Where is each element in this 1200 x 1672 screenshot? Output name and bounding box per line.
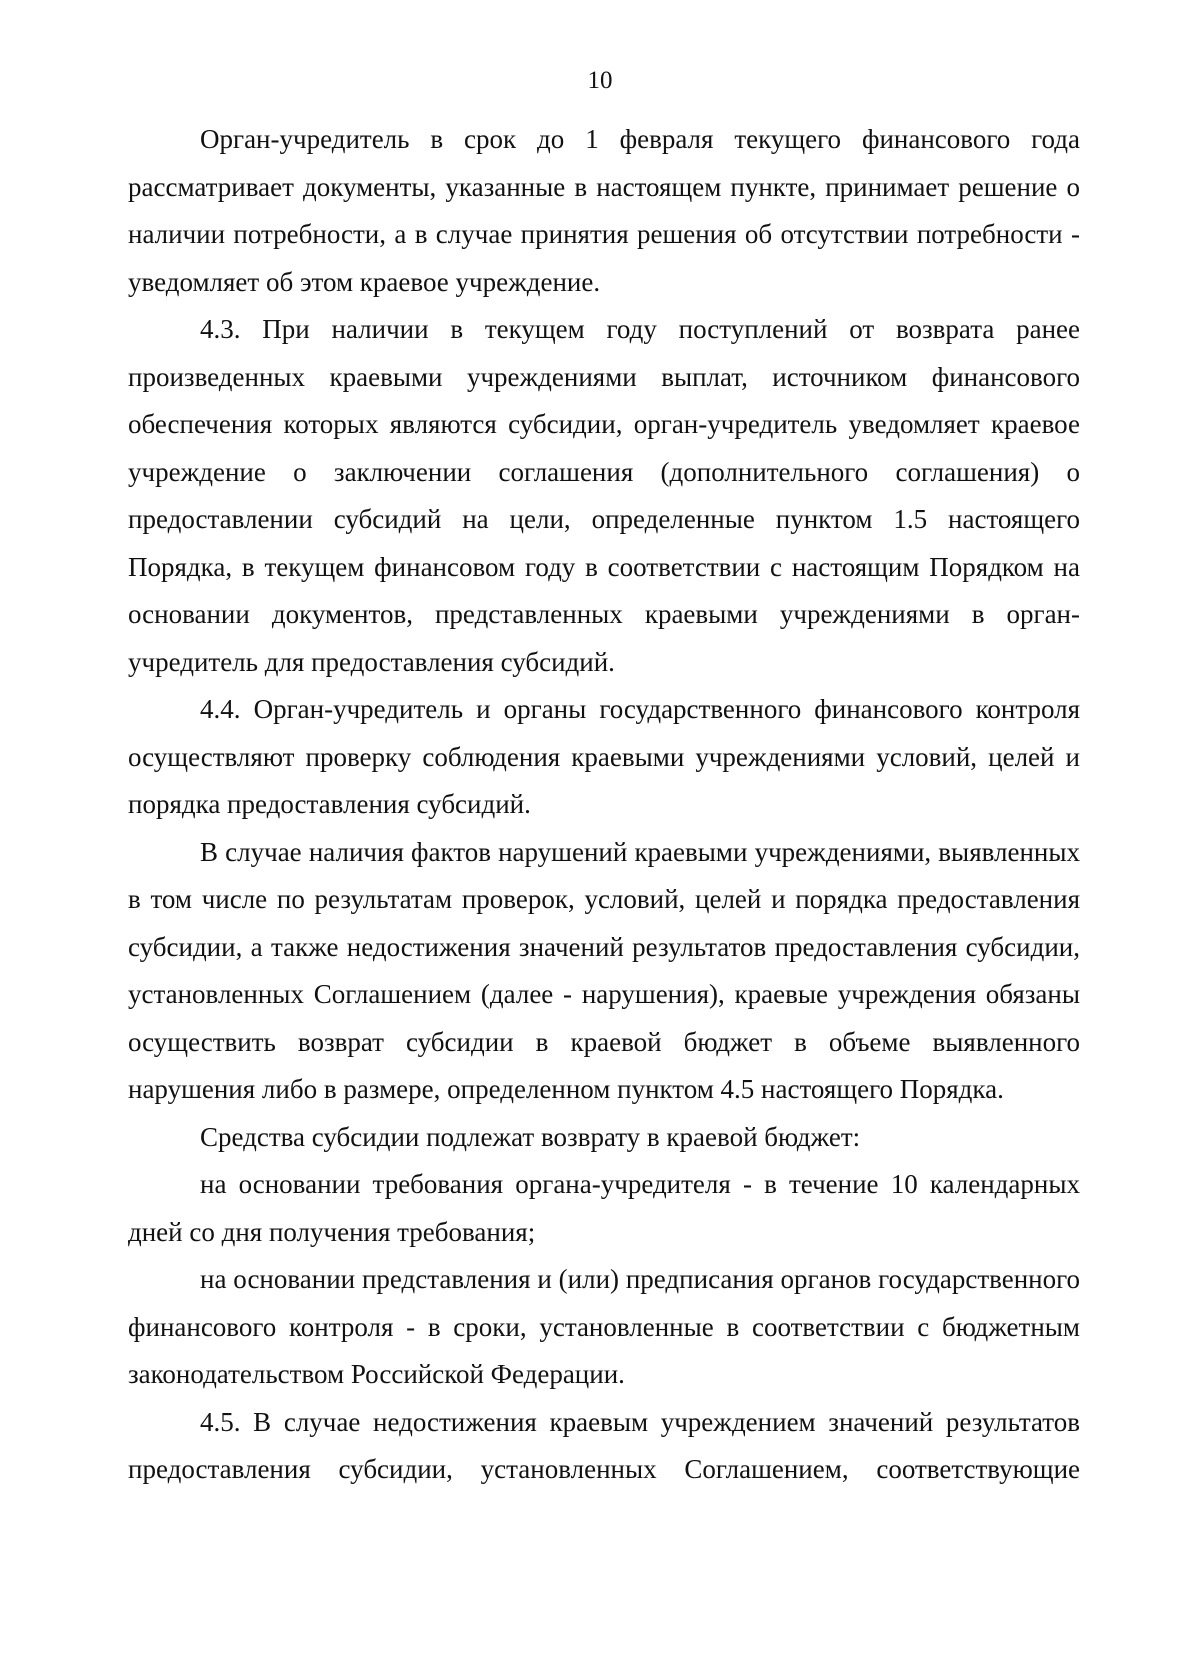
paragraph-refund-by-control: на основании представления и (или) предписания органов государственного финансового контроля - в сроки, установленные в соответствии с бюджетным законодательством Российской Федерации. [128, 1264, 1080, 1389]
page-number: 10 [587, 67, 613, 94]
paragraph-4-4: 4.4. Орган-учредитель и органы государственного финансового контроля осуществляют проверку соблюдения краевыми учреждениями условий, целей и порядка предоставления субсидий. [128, 694, 1080, 819]
paragraph-refund-by-requirement: на основании требования органа-учредителя - в течение 10 календарных дней со дня получения требования; [128, 1169, 1080, 1247]
paragraph-4-5: 4.5. В случае недостижения краевым учреждением значений результатов предоставления субсидии, установленных Соглашением, соответствующие [128, 1406, 1080, 1484]
document-body [128, 116, 1080, 1494]
paragraph-founder-review: Орган-учредитель в срок до 1 февраля текущего финансового года рассматривает документы, указанные в настоящем пункте, принимает решение о наличии потребности, а в случае принятия решения об отсутствии потребности - уведомляет об этом краевое учреждение. [128, 124, 1080, 297]
paragraph-violations: В случае наличия фактов нарушений краевыми учреждениями, выявленных в том числе по результатам проверок, условий, целей и порядка предоставления субсидии, а также недостижения значений результатов предоставления субсидии, установленных Соглашением (далее - нарушения), краевые учреждения обязаны осуществить возврат субсидии в краевой бюджет в объеме выявленного нарушения либо в размере, определенном пунктом 4.5 настоящего Порядка. [128, 836, 1080, 1104]
paragraph-refund-intro: Средства субсидии подлежат возврату в краевой бюджет: [200, 1121, 861, 1152]
paragraph-4-3: 4.3. При наличии в текущем году поступлений от возврата ранее произведенных краевыми учреждениями выплат, источником финансового обеспечения которых являются субсидии, орган-учредитель уведомляет краевое учреждение о заключении соглашения (дополнительного соглашения) о предоставлении субсидий на цели, определенные пунктом 1.5 настоящего Порядка, в текущем финансовом году в соответствии с настоящим Порядком на основании документов, представленных краевыми учреждениями в орган-учредитель для предоставления субсидий. [128, 314, 1080, 677]
